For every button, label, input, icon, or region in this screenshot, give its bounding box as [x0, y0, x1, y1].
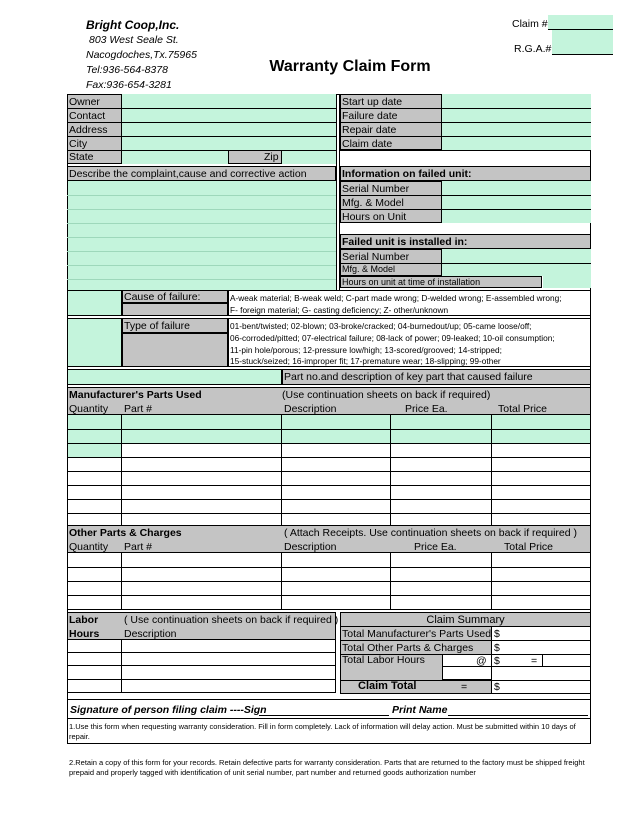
labor-label-1: Labor	[69, 614, 99, 626]
key-part-label: Part no.and description of key part that caused failure	[284, 371, 533, 383]
company-city: Nacogdoches,Tx.75965	[86, 49, 197, 61]
zip-label: Zip	[264, 151, 279, 163]
company-name: Bright Coop,Inc.	[86, 18, 180, 32]
mfg-col-total: Total Price	[498, 403, 548, 415]
mfg-parts-grid	[67, 415, 591, 525]
claim-number-field[interactable]	[548, 15, 613, 30]
cause-code-field[interactable]	[67, 290, 122, 316]
contact-label: Contact	[69, 110, 106, 122]
other-col-qty: Quantity	[69, 541, 109, 553]
repair-date-field[interactable]	[443, 123, 590, 136]
other-parts-grid	[67, 553, 591, 609]
signature-sign-label: Signature of person filing claim ----Sign	[70, 704, 267, 716]
installed-mfg-field[interactable]	[443, 264, 590, 275]
summary-total-label: Claim Total	[358, 680, 417, 692]
summary-labor-label: Total Labor Hours	[342, 654, 425, 666]
page-title: Warranty Claim Form	[269, 58, 431, 75]
mfg-col-desc: Description	[284, 403, 337, 415]
labor-label-2: Hours	[69, 628, 100, 640]
key-part-field[interactable]	[67, 369, 282, 385]
complaint-header: Describe the complaint,cause and corrective action	[69, 168, 307, 180]
failed-mfg-label: Mfg. & Model	[342, 197, 404, 209]
state-label: State	[69, 151, 94, 163]
type-desc-1: 01-bent/twisted; 02-blown; 03-broke/cracked; 04-burnedout/up; 05-came loose/off;	[230, 321, 532, 331]
summary-dollar-1: $	[494, 628, 500, 640]
company-fax: Fax:936-654-3281	[86, 79, 172, 91]
signature-sign-line[interactable]	[259, 715, 389, 716]
summary-at-sign: @	[476, 655, 487, 667]
mfg-parts-note: (Use continuation sheets on back if required)	[282, 389, 491, 401]
cause-desc-1: A-weak material; B-weak weld; C-part made wrong; D-welded wrong; E-assembled wrong;	[230, 293, 562, 303]
cause-desc-2: F- foreign material; G- casting deficiency; Z- other/unknown	[230, 305, 449, 315]
cause-input-box[interactable]	[122, 303, 228, 316]
zip-field[interactable]	[283, 151, 335, 163]
contact-field[interactable]	[123, 109, 335, 122]
failed-unit-header: Information on failed unit:	[342, 168, 472, 180]
rga-label: R.G.A.#	[514, 43, 552, 55]
other-parts-header: Other Parts & Charges	[69, 527, 182, 539]
start-date-field[interactable]	[443, 95, 590, 108]
failed-mfg-field[interactable]	[443, 196, 590, 209]
notes-divider	[67, 743, 591, 744]
summary-dollar-2: $	[494, 642, 500, 654]
complaint-lines	[67, 181, 336, 291]
installed-mfg-label: Mfg. & Model	[342, 264, 396, 274]
signature-print-line[interactable]	[448, 715, 588, 716]
company-street: 803 West Seale St.	[89, 34, 179, 46]
claim-number-label: Claim #	[512, 18, 548, 30]
installed-hours-field[interactable]	[543, 276, 591, 288]
summary-other-label: Total Other Parts & Charges	[342, 642, 474, 654]
owner-field[interactable]	[123, 95, 335, 108]
type-label: Type of failure	[124, 320, 190, 332]
type-input-box[interactable]	[122, 333, 228, 367]
company-info	[86, 18, 256, 93]
summary-mfg-label: Total Manufacturer's Parts Used	[342, 628, 492, 640]
summary-dollar-3: $	[494, 655, 500, 667]
repair-date-label: Repair date	[342, 124, 397, 136]
note-2: 2.Retain a copy of this form for your records. Retain defective parts for warranty consideration. Parts that are returned to the factory must be shipped freight prepaid and properly tagged with identification of unit serial number, part number and returned goods authorization number	[69, 758, 585, 777]
labor-grid	[67, 640, 336, 693]
mfg-col-price: Price Ea.	[405, 403, 448, 415]
other-parts-note: ( Attach Receipts. Use continuation sheets on back if required )	[284, 527, 577, 539]
owner-label: Owner	[69, 96, 100, 108]
mfg-col-qty: Quantity	[69, 403, 109, 415]
cause-label: Cause of failure:	[124, 291, 201, 303]
labor-desc-label: Description	[124, 628, 177, 640]
summary-title: Claim Summary	[426, 614, 505, 626]
failed-serial-label: Serial Number	[342, 183, 410, 195]
summary-equals-2: =	[461, 681, 468, 693]
start-date-label: Start up date	[342, 96, 403, 108]
failed-hours-field[interactable]	[443, 210, 590, 222]
note-1: 1.Use this form when requesting warranty consideration. Fill in form completely. Lack of information will delay action. Must be submitted within 10 days of repair.	[69, 722, 576, 741]
failure-date-field[interactable]	[443, 109, 590, 122]
mfg-col-part: Part #	[124, 403, 153, 415]
installed-header: Failed unit is installed in:	[342, 236, 468, 248]
type-desc-3: 11-pin hole/porous; 12-pressure low/high; 13-scored/grooved; 14-stripped;	[230, 345, 502, 355]
summary-dollar-total: $	[494, 681, 500, 693]
other-col-price: Price Ea.	[414, 541, 457, 553]
other-col-part: Part #	[124, 541, 153, 553]
city-label: City	[69, 138, 88, 150]
address-label: Address	[69, 124, 108, 136]
mfg-parts-header: Manufacturer's Parts Used	[69, 389, 202, 401]
signature-print-label: Print Name	[392, 704, 448, 716]
type-code-field[interactable]	[67, 318, 122, 367]
state-field[interactable]	[123, 151, 228, 163]
claim-date-label: Claim date	[342, 138, 393, 150]
labor-note: ( Use continuation sheets on back if required )	[124, 614, 339, 626]
type-desc-2: 06-corroded/pitted; 07-electrical failure; 08-lack of power; 09-leaked; 10-oil consumption;	[230, 333, 555, 343]
type-desc-4: 15-stuck/seized; 16-improper fit; 17-premature wear; 18-slipping; 99-other	[230, 356, 501, 366]
failure-date-label: Failure date	[342, 110, 398, 122]
company-tel: Tel:936-564-8378	[86, 64, 168, 76]
city-field[interactable]	[123, 137, 335, 150]
summary-equals-1: =	[531, 655, 538, 667]
failed-serial-field[interactable]	[443, 182, 590, 195]
other-col-total: Total Price	[504, 541, 554, 553]
rga-field[interactable]	[552, 40, 613, 55]
failed-hours-label: Hours on Unit	[342, 211, 407, 223]
other-col-desc: Description	[284, 541, 337, 553]
claim-date-field[interactable]	[443, 137, 590, 149]
installed-serial-field[interactable]	[443, 250, 590, 263]
installed-hours-label: Hours on unit at time of installation	[342, 277, 481, 287]
installed-serial-label: Serial Number	[342, 251, 410, 263]
address-field[interactable]	[123, 123, 335, 136]
